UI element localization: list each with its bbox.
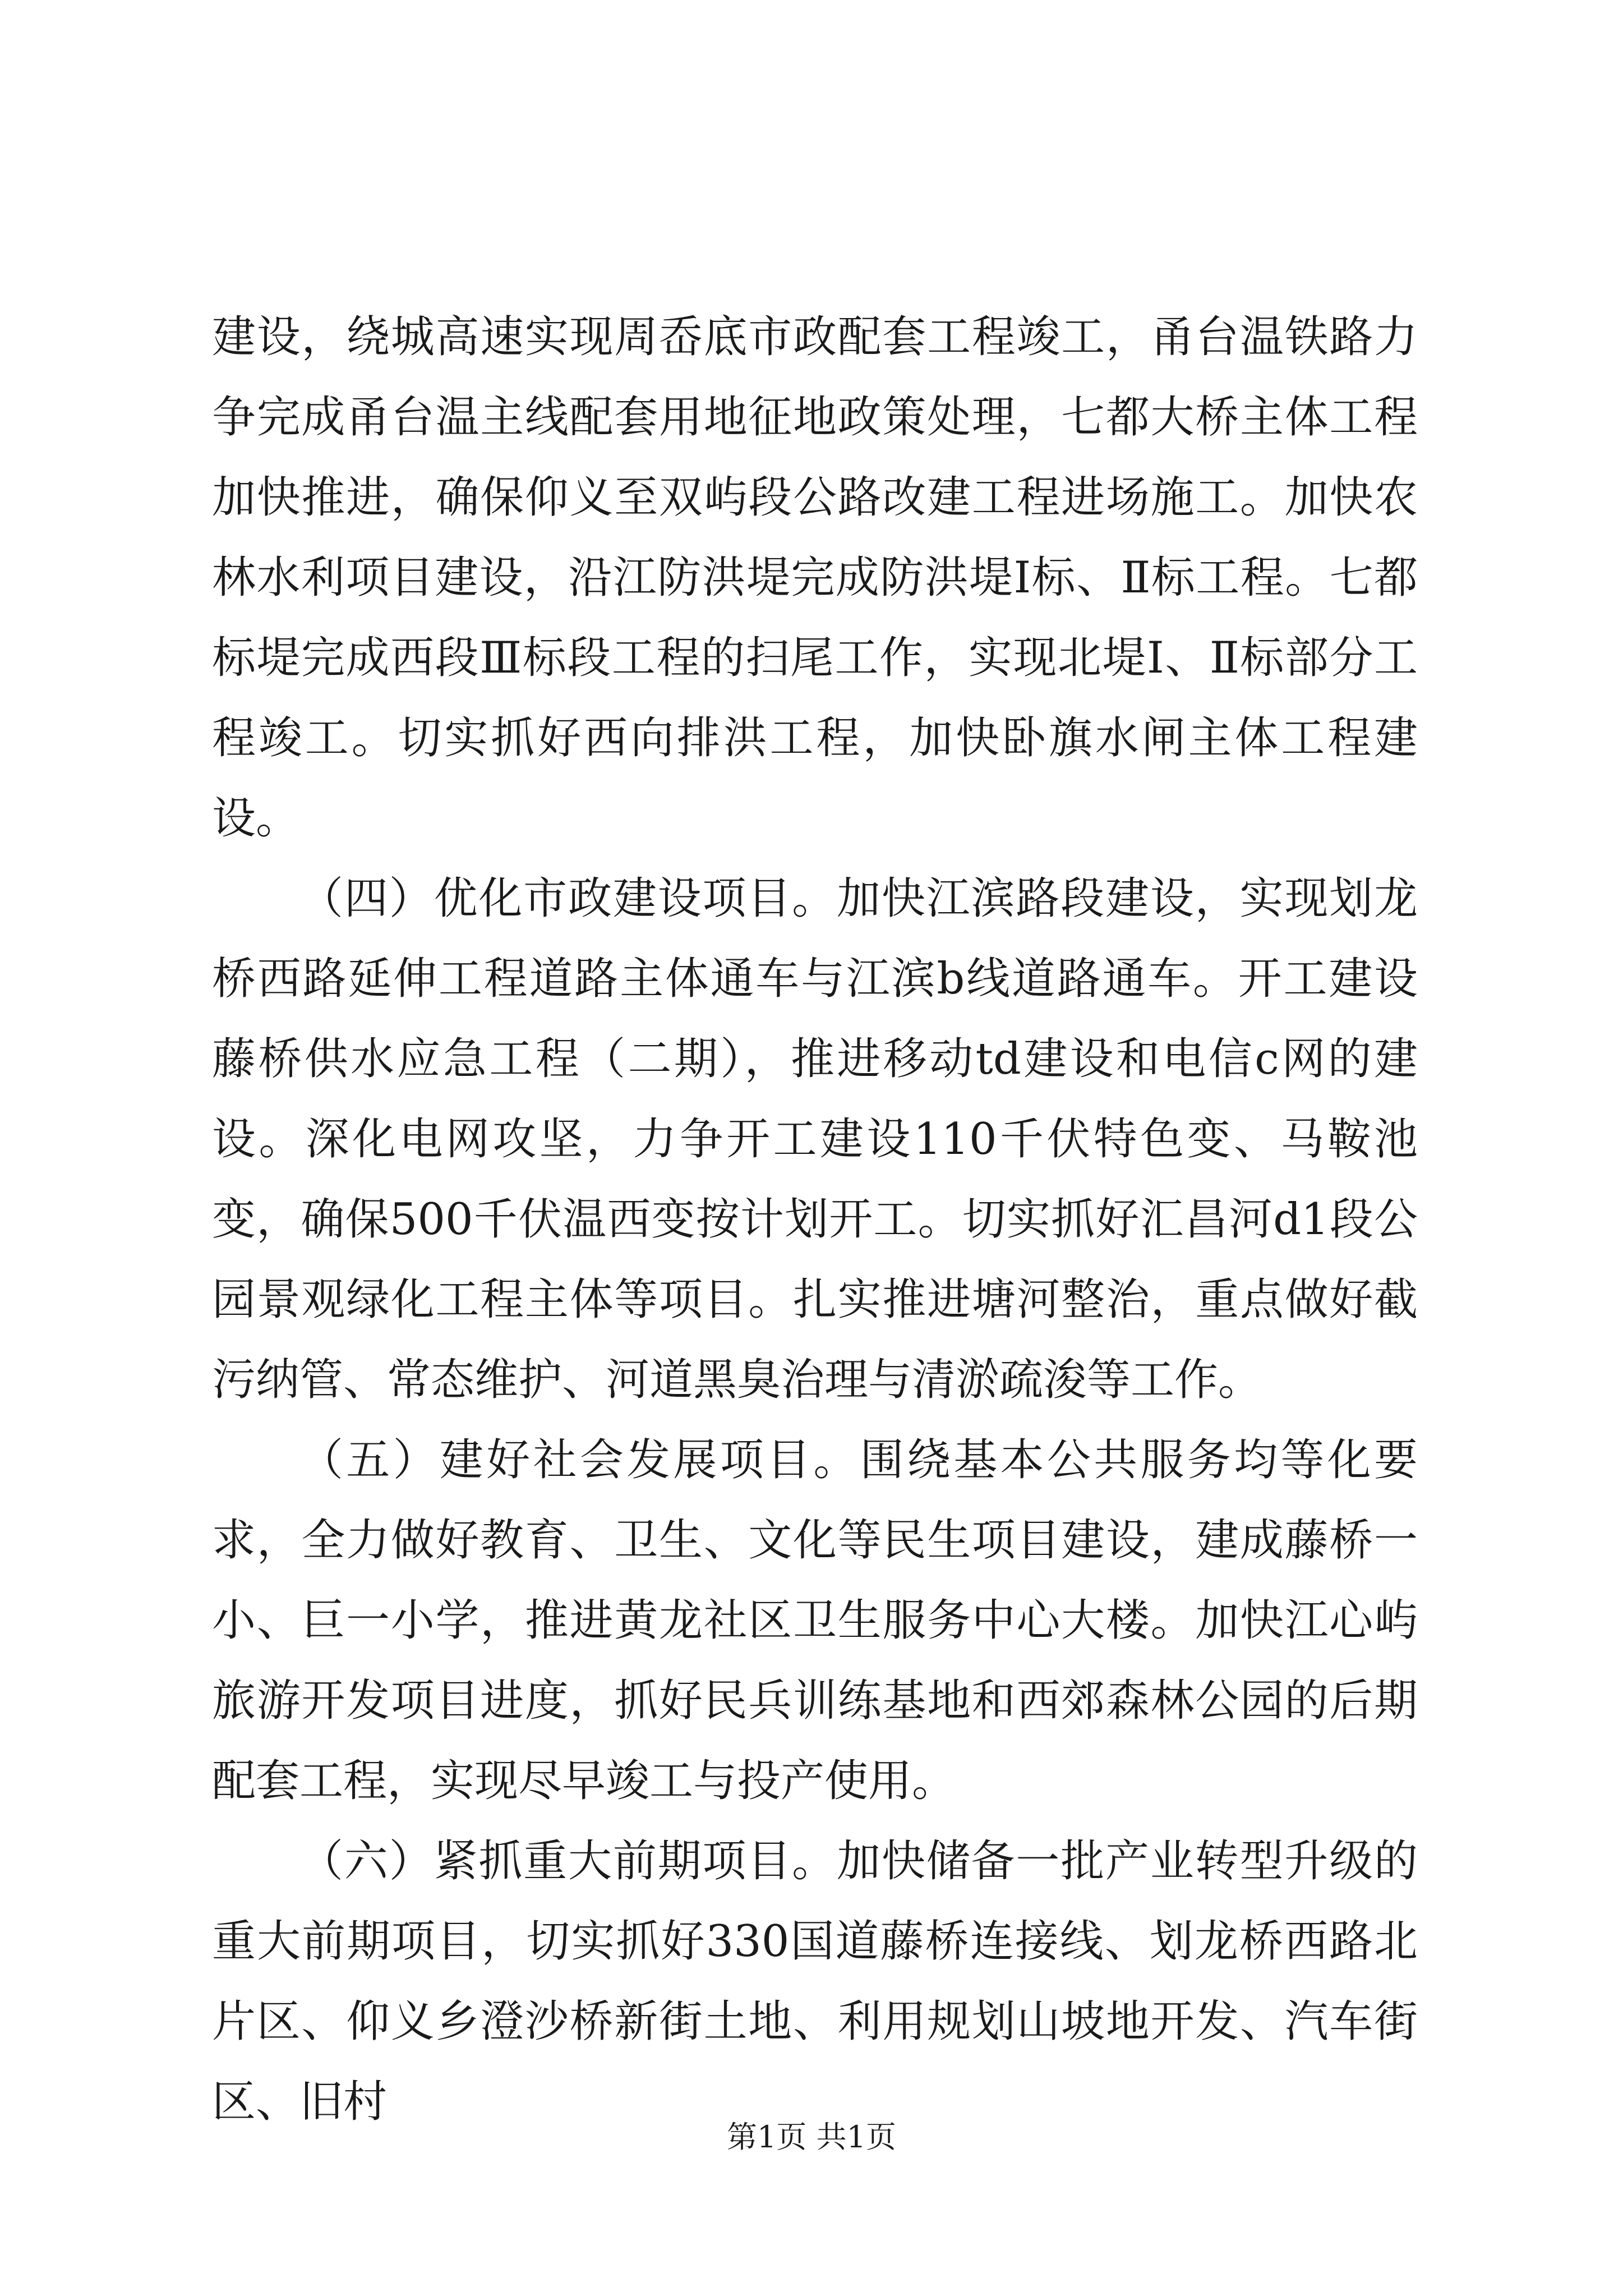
paragraph-section-4: （四）优化市政建设项目。加快江滨路段建设，实现划龙桥西路延伸工程道路主体通车与江滨b线道路通车。开工建设藤桥供水应急工程（二期），推进移动td建设和电信c网的建设。深化电网攻坚，力争开工建设110千伏特色变、马鞍池变，确保500千伏温西变按计划开工。切实抓好汇昌河d1段公园景观绿化工程主体等项目。扎实推进塘河整治，重点做好截污纳管、常态维护、河道黑臭治理与清淤疏浚等工作。 (212, 873, 1418, 1405)
paragraph-section-6: （六）紧抓重大前期项目。加快储备一批产业转型升级的重大前期项目，切实抓好330国道藤桥连接线、划龙桥西路北片区、仰义乡澄沙桥新街土地、利用规划山坡地开发、汽车街区、旧村 (212, 1836, 1418, 2127)
paragraph-continuation: 建设，绕城高速实现周岙底市政配套工程竣工，甬台温铁路力争完成甬台温主线配套用地征地政策处理，七都大桥主体工程加快推进，确保仰义至双屿段公路改建工程进场施工。加快农林水利项目建设，沿江防洪堤完成防洪堤Ⅰ标、Ⅱ标工程。七都标堤完成西段Ⅲ标段工程的扫尾工作，实现北堤Ⅰ、Ⅱ标部分工程竣工。切实抓好西向排洪工程，加快卧旗水闸主体工程建设。 (212, 312, 1418, 844)
document-body (212, 297, 1418, 2142)
page-footer: 第1页 共1页 (727, 2119, 896, 2155)
paragraph-section-5: （五）建好社会发展项目。围绕基本公共服务均等化要求，全力做好教育、卫生、文化等民生项目建设，建成藤桥一小、巨一小学，推进黄龙社区卫生服务中心大楼。加快江心屿旅游开发项目进度，抓好民兵训练基地和西郊森林公园的后期配套工程，实现尽早竣工与投产使用。 (212, 1435, 1418, 1806)
